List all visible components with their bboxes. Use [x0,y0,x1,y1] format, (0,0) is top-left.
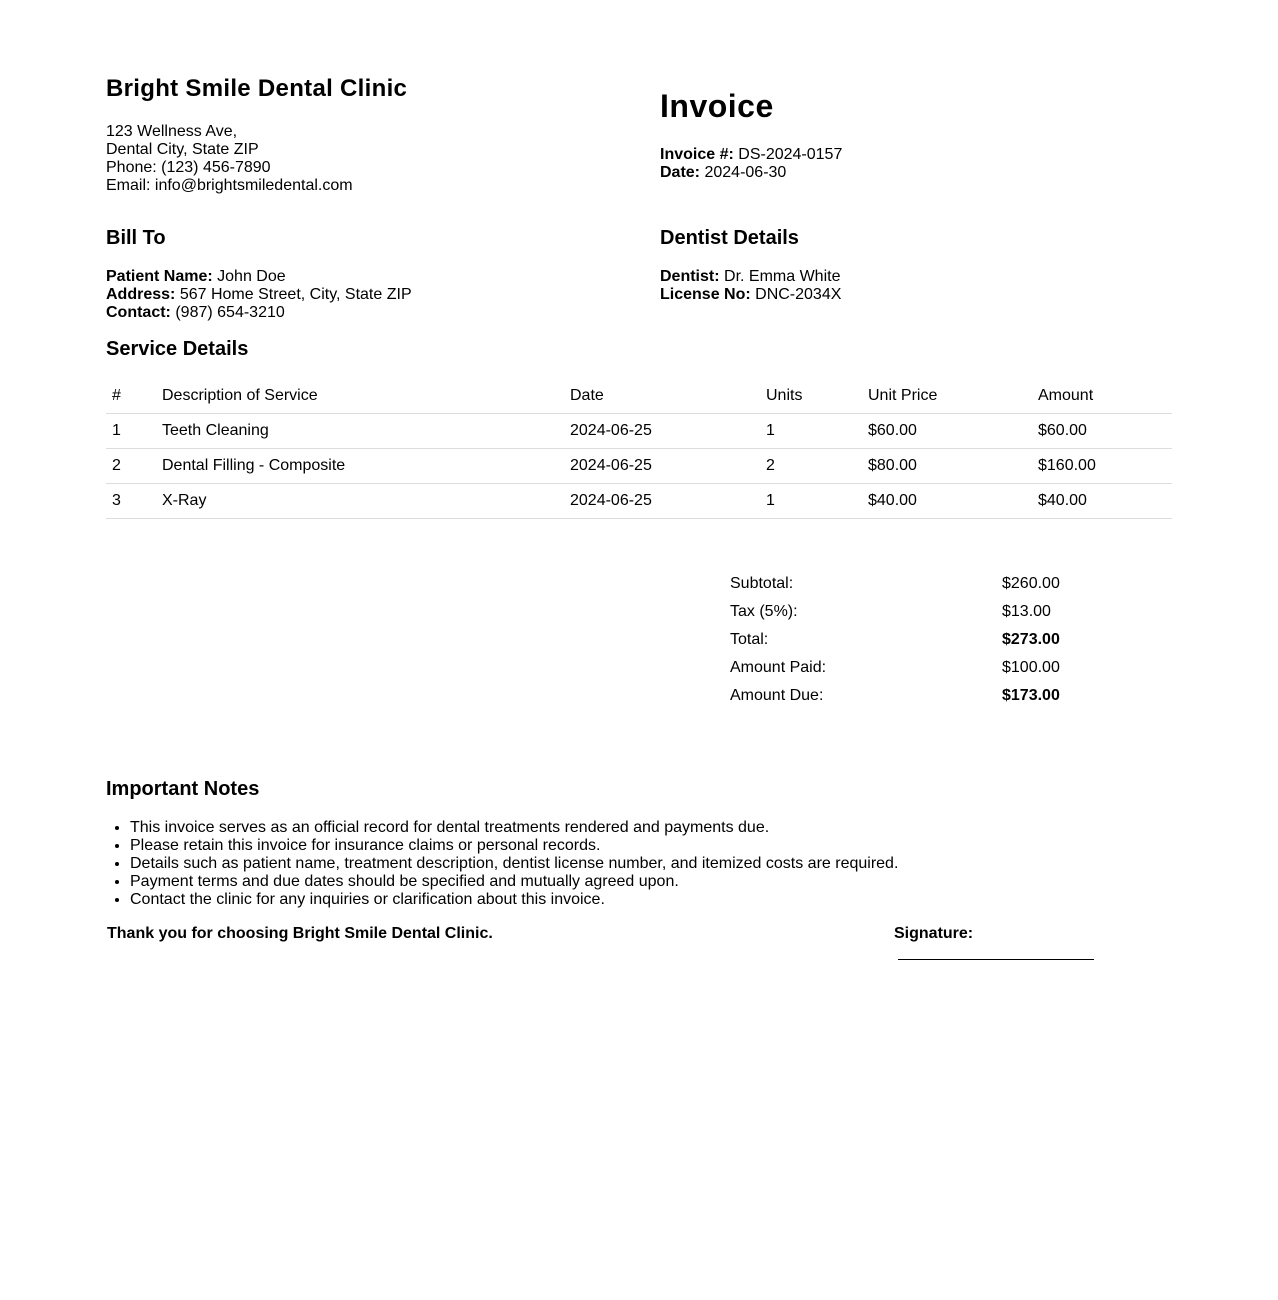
tax-label: Tax (5%): [730,603,798,620]
service-unit-price: $60.00 [862,414,1032,449]
tax-row [724,598,1128,626]
amount-paid-label: Amount Paid: [730,659,827,676]
signature-label: Signature: [894,925,974,942]
table-row [106,449,1172,484]
row-number: 3 [106,484,156,519]
amount-paid-row [724,654,1128,682]
patient-address-label: Address: [106,286,176,303]
dentist-name-row [660,268,841,286]
dentist-license-label: License No: [660,286,751,303]
invoice-number-label: Invoice #: [660,146,734,163]
service-amount: $40.00 [1032,484,1172,519]
list-item: • Contact the clinic for any inquiries or clarification about this invoice. [130,891,898,909]
patient-name-label: Patient Name: [106,268,213,285]
service-description: Dental Filling - Composite [156,449,564,484]
patient-name: John Doe [217,268,286,285]
amount-paid-value: $100.00 [1002,659,1060,676]
invoice-date: 2024-06-30 [704,164,787,181]
column-header-amount: Amount [1032,378,1172,414]
dentist-license-row [660,286,841,304]
clinic-phone: Phone: (123) 456-7890 [106,159,271,176]
list-item: • Payment terms and due dates should be specified and mutually agreed upon. [130,873,898,891]
service-date: 2024-06-25 [564,414,760,449]
clinic-email: Email: info@brightsmiledental.com [106,177,353,194]
total-label: Total: [730,631,769,648]
patient-contact-row [106,304,412,322]
totals-table [724,570,1128,710]
invoice-date-label: Date: [660,164,701,181]
dentist-name: Dr. Emma White [724,268,841,285]
invoice-date-row [660,164,842,182]
dentist-license: DNC-2034X [755,286,842,303]
amount-due-row [724,682,1128,710]
list-item: • This invoice serves as an official record for dental treatments rendered and payments due. [130,819,898,837]
clinic-name: Bright Smile Dental Clinic [106,75,408,102]
service-description: Teeth Cleaning [156,414,564,449]
clinic-address-line2: Dental City, State ZIP [106,141,259,158]
dentist-name-label: Dentist: [660,268,720,285]
bill-to-heading: Bill To [106,227,166,249]
column-header-units: Units [760,378,862,414]
subtotal-value: $260.00 [1002,575,1060,592]
service-units: 1 [760,484,862,519]
invoice-meta [660,146,842,182]
service-details-heading: Service Details [106,338,249,360]
subtotal-label: Subtotal: [730,575,794,592]
invoice-number-row [660,146,842,164]
patient-name-row [106,268,412,286]
dentist-details [660,268,841,304]
clinic-address-line1: 123 Wellness Ave, [106,123,238,140]
service-amount: $60.00 [1032,414,1172,449]
table-row [106,414,1172,449]
service-description: X-Ray [156,484,564,519]
important-notes-heading: Important Notes [106,778,260,800]
signature-line[interactable] [898,943,1094,960]
service-date: 2024-06-25 [564,449,760,484]
patient-contact-label: Contact: [106,304,171,321]
service-unit-price: $40.00 [862,484,1032,519]
table-row [106,484,1172,519]
patient-address-row [106,286,412,304]
total-row [724,626,1128,654]
services-table [106,378,1172,519]
row-number: 2 [106,449,156,484]
column-header-unit-price: Unit Price [862,378,1032,414]
amount-due-label: Amount Due: [730,687,824,704]
bill-to-details [106,268,412,322]
service-units: 2 [760,449,862,484]
patient-contact: (987) 654-3210 [175,304,285,321]
amount-due-value: $173.00 [1002,687,1060,704]
column-header-description: Description of Service [156,378,564,414]
subtotal-row [724,570,1128,598]
invoice-number: DS-2024-0157 [738,146,843,163]
service-date: 2024-06-25 [564,484,760,519]
column-header-date: Date [564,378,760,414]
important-notes-list [106,819,898,909]
column-header-number: # [106,378,156,414]
service-amount: $160.00 [1032,449,1172,484]
thank-you-message: Thank you for choosing Bright Smile Dental Clinic. [107,925,493,942]
patient-address: 567 Home Street, City, State ZIP [179,286,412,303]
services-header-row [106,378,1172,414]
list-item: • Details such as patient name, treatment description, dentist license number, and itemized costs are required. [130,855,898,873]
service-units: 1 [760,414,862,449]
tax-value: $13.00 [1002,603,1051,620]
list-item: • Please retain this invoice for insurance claims or personal records. [130,837,898,855]
dentist-details-heading: Dentist Details [660,227,799,249]
clinic-contact-block [106,123,353,195]
signature-block [894,925,1172,965]
service-unit-price: $80.00 [862,449,1032,484]
total-value: $273.00 [1002,631,1060,648]
row-number: 1 [106,414,156,449]
invoice-title: Invoice [660,88,774,124]
